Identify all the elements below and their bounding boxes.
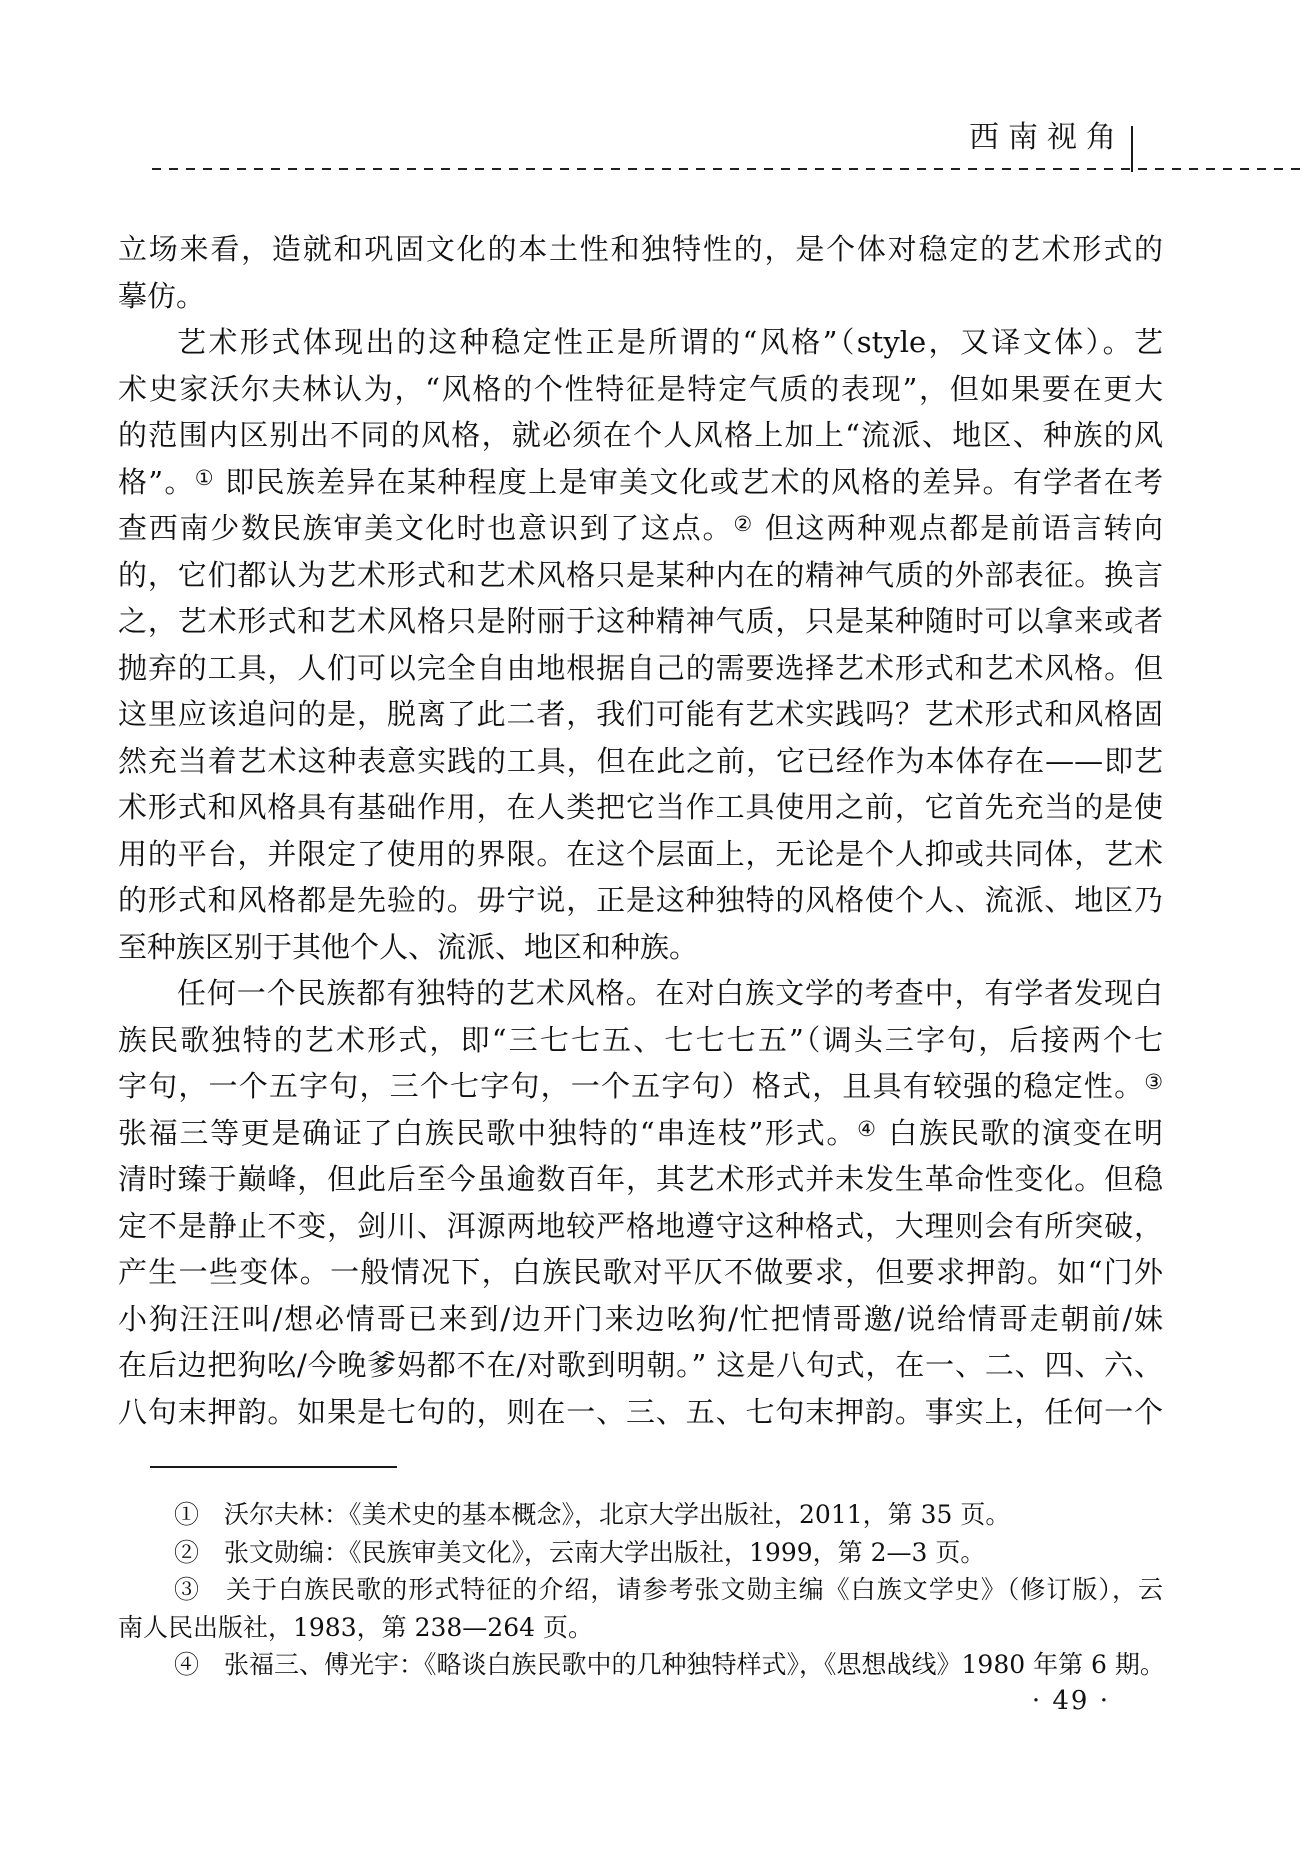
footnote-line: ② 张文勋编：《民族审美文化》，云南大学出版社，1999，第 2—3 页。 [174,1537,986,1567]
footnote-ref: ④ [857,1116,878,1141]
header-dashed-rule [152,168,1307,170]
body-line: 至种族区别于其他个人、流派、地区和种族。 [118,929,699,964]
footnote-line: ③ 关于白族民歌的形式特征的介绍，请参考张文勋主编《白族文学史》（修订版），云 [174,1575,1163,1604]
body-line: 然充当着艺术这种表意实践的工具，但在此之前，它已经作为本体存在——即艺 [118,743,1163,778]
body-line: 的形式和风格都是先验的。毋宁说，正是这种独特的风格使个人、流派、地区乃 [118,883,1163,917]
body-line: 清时臻于巅峰，但此后至今虽逾数百年，其艺术形式并未发生革命性变化。但稳 [118,1162,1163,1196]
body-line: 格”。① 即民族差异在某种程度上是审美文化或艺术的风格的差异。有学者在考 [118,464,1163,499]
body-line: 艺术形式体现出的这种稳定性正是所谓的“风格”（style，又译文体）。艺 [177,325,1163,359]
body-text [118,226,1163,1435]
body-line: 用的平台，并限定了使用的界限。在这个层面上，无论是个人抑或共同体，艺术 [118,836,1163,871]
body-line: 八句末押韵。如果是七句的，则在一、三、五、七句末押韵。事实上，任何一个 [118,1394,1163,1429]
body-line: 这里应该追问的是，脱离了此二者，我们可能有艺术实践吗？艺术形式和风格固 [118,697,1163,731]
body-line: 任何一个民族都有独特的艺术风格。在对白族文学的考查中，有学者发现白 [177,976,1163,1010]
body-line: 抛弃的工具，人们可以完全自由地根据自己的需要选择艺术形式和艺术风格。但 [118,650,1163,685]
body-line: 小狗汪汪叫/想必情哥已来到/边开门来边吆狗/忙把情哥邀/说给情哥走朝前/妹 [118,1301,1163,1336]
footnote-line: ① 沃尔夫林：《美术史的基本概念》，北京大学出版社，2011，第 35 页。 [174,1500,1011,1529]
header-vertical-bar [1131,126,1133,172]
footnote-line: ④ 张福三、傅光宇：《略谈白族民歌中的几种独特样式》，《思想战线》1980 年第 6 期。 [174,1650,1165,1679]
body-line: 在后边把狗吆/今晚爹妈都不在/对歌到明朝。” 这是八句式，在一、二、四、六、 [118,1348,1163,1382]
footnote-ref: ③ [1144,1070,1163,1094]
body-line: 摹仿。 [118,278,206,313]
body-line: 定不是静止不变，剑川、洱源两地较严格地遵守这种格式，大理则会有所突破， [118,1208,1163,1243]
footnote-separator-rule [150,1466,397,1468]
body-line: 张福三等更是确证了白族民歌中独特的“串连枝”形式。④ 白族民歌的演变在明 [118,1115,1164,1150]
body-line: 术史家沃尔夫林认为，“风格的个性特征是特定气质的表现”，但如果要在更大 [118,371,1163,406]
body-line: 的范围内区别出不同的风格，就必须在个人风格上加上“流派、地区、种族的风 [118,418,1163,452]
body-line: 字句，一个五字句，三个七字句，一个五字句）格式，且具有较强的稳定性。③ [118,1069,1163,1103]
body-line: 族民歌独特的艺术形式，即“三七七五、七七七五”（调头三字句，后接两个七 [118,1022,1163,1057]
body-line: 之，艺术形式和艺术风格只是附丽于这种精神气质，只是某种随时可以拿来或者 [118,604,1163,638]
footnote-ref: ① [194,465,215,490]
footnote-line: 南人民出版社，1983，第 238—264 页。 [118,1612,593,1642]
body-line: 术形式和风格具有基础作用，在人类把它当作工具使用之前，它首先充当的是使 [118,790,1163,824]
footnote-ref: ② [733,512,754,536]
body-line: 的，它们都认为艺术形式和艺术风格只是某种内在的精神气质的外部表征。换言 [118,557,1163,592]
body-line: 立场来看，造就和巩固文化的本土性和独特性的，是个体对稳定的艺术形式的 [118,232,1163,266]
running-head-section-title: 西南视角 [969,120,1125,155]
body-line: 产生一些变体。一般情况下，白族民歌对平仄不做要求，但要求押韵。如“门外 [118,1255,1163,1289]
page-number: · 49 · [1031,1686,1110,1716]
body-line: 查西南少数民族审美文化时也意识到了这点。② 但这两种观点都是前语言转向 [118,511,1163,545]
footnotes [118,1496,1163,1684]
